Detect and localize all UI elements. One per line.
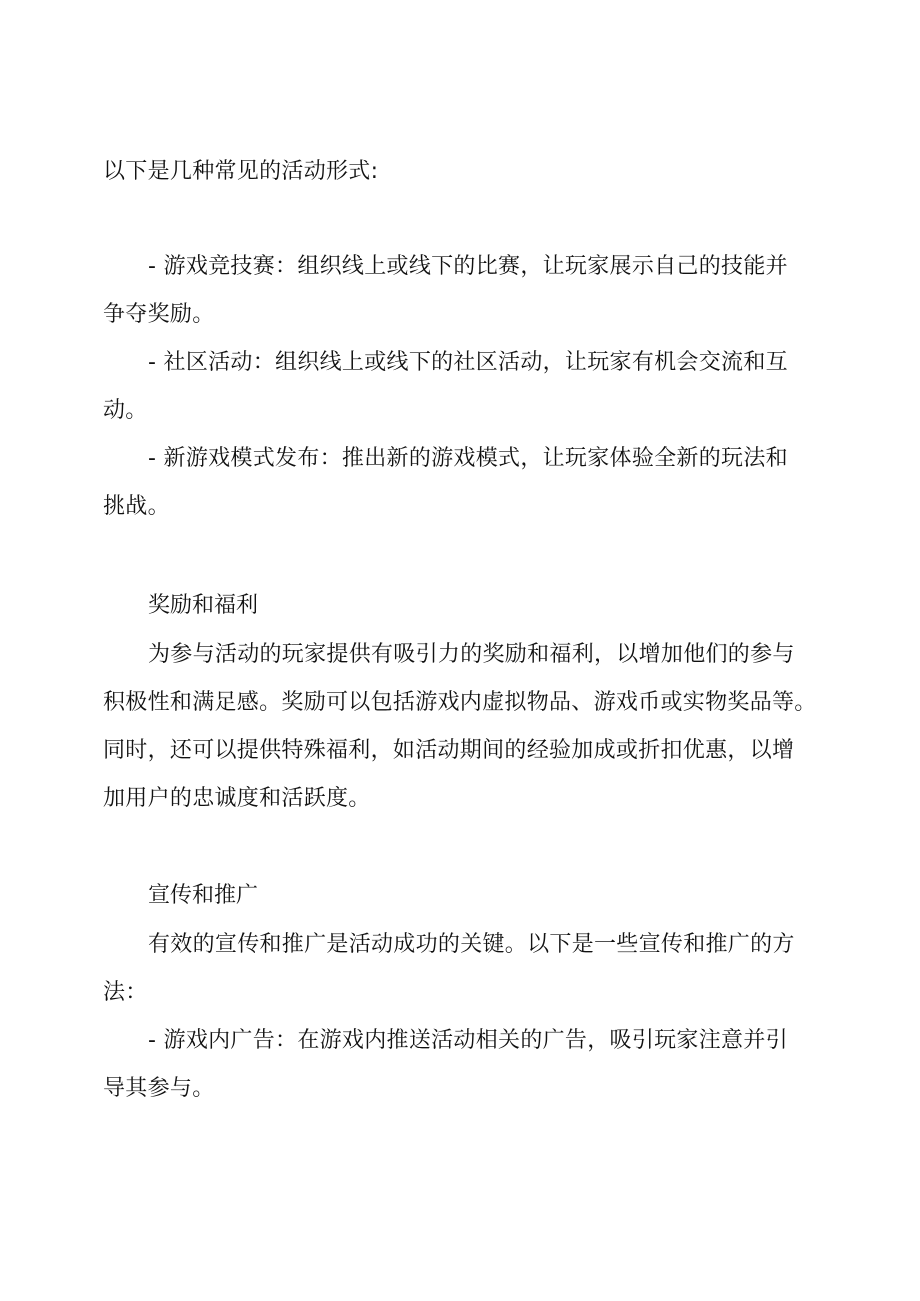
promotion-item-in-game-ads: - 游戏内广告：在游戏内推送活动相关的广告，吸引玩家注意并引 [148, 1028, 788, 1053]
promotion-heading: 宣传和推广 [148, 882, 259, 907]
promotion-item-in-game-ads-cont: 导其参与。 [103, 1076, 215, 1101]
rewards-paragraph-line: 积极性和满足感。奖励可以包括游戏内虚拟物品、游戏币或实物奖品等。 [103, 690, 817, 715]
intro-text: 以下是几种常见的活动形式: [103, 159, 379, 184]
activity-item-new-mode: - 新游戏模式发布：推出新的游戏模式，让玩家体验全新的玩法和 [148, 446, 788, 471]
activity-item-community: - 社区活动：组织线上或线下的社区活动，让玩家有机会交流和互 [148, 350, 788, 375]
activity-item-community-cont: 动。 [103, 398, 148, 423]
rewards-paragraph-line: 为参与活动的玩家提供有吸引力的奖励和福利，以增加他们的参与 [148, 642, 795, 667]
activity-item-competition-cont: 争夺奖励。 [103, 302, 215, 327]
rewards-heading: 奖励和福利 [148, 592, 259, 617]
rewards-paragraph-line: 加用户的忠诚度和活跃度。 [103, 786, 371, 811]
promotion-paragraph-line: 有效的宣传和推广是活动成功的关键。以下是一些宣传和推广的方 [148, 932, 795, 957]
activity-item-new-mode-cont: 挑战。 [103, 494, 170, 519]
activity-item-competition: - 游戏竞技赛：组织线上或线下的比赛，让玩家展示自己的技能并 [148, 254, 788, 279]
rewards-paragraph-line: 同时，还可以提供特殊福利，如活动期间的经验加成或折扣优惠，以增 [103, 738, 795, 763]
promotion-paragraph-line: 法： [103, 980, 148, 1005]
